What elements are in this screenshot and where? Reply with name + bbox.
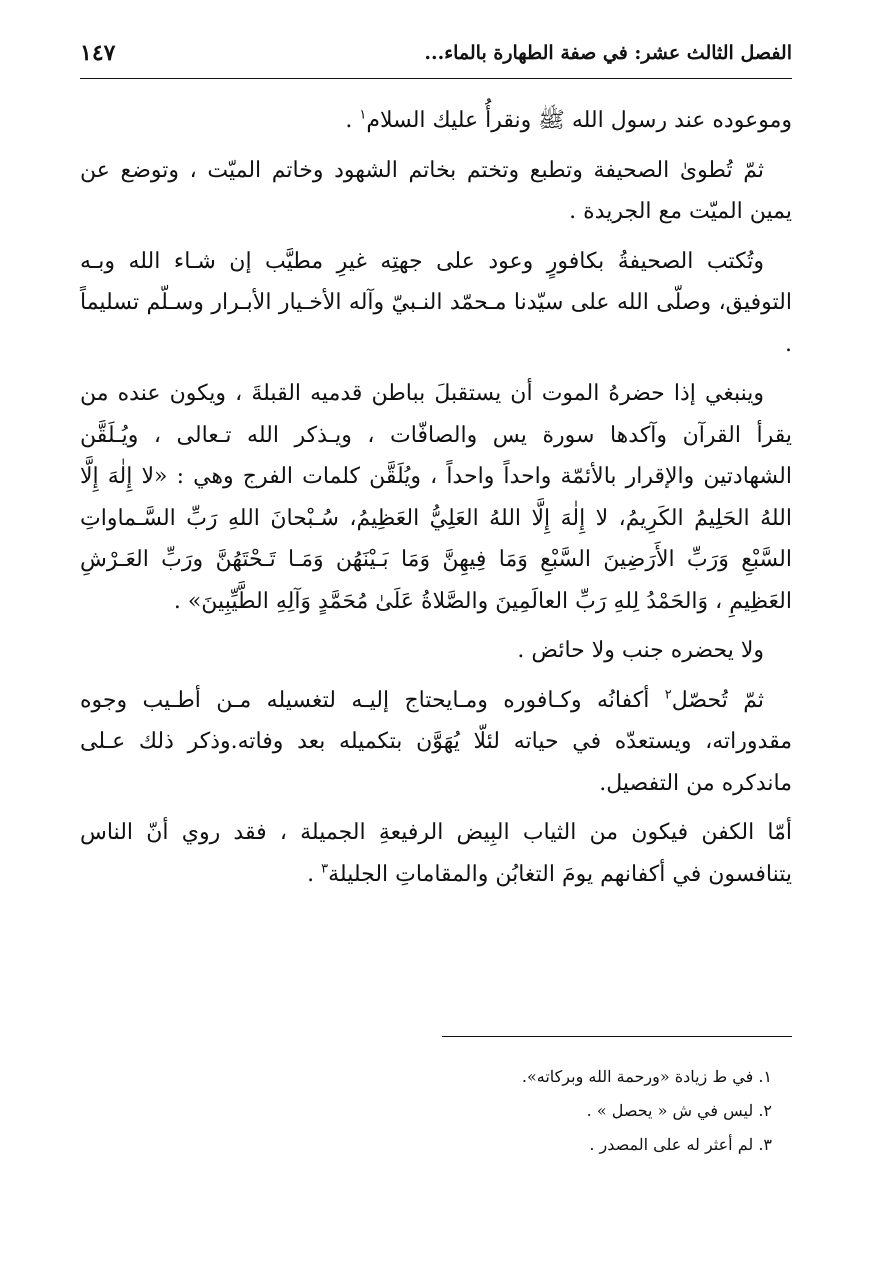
footnote-marker: ١ [359, 107, 367, 123]
footnote: ١. في ط زيادة «ورحمة الله وبركاته». [521, 1067, 772, 1086]
footnote: ٣. لم أعثر له على المصدر . [589, 1135, 772, 1154]
paragraph: ثمّ تُحصّل$^٢$ أكفانُه وكـافوره ومـايحتاج إليـه لتغسيله مـن أطـيب وجوه مقدوراته، ويستعدّه في حياته لئلّا يُهَوَّن بتكميله بعد وفاته.وذكر ذلك عـلى ماندكره من التفصيل. [80, 687, 792, 796]
footnote: ٢. ليس في ش « يحصل » . [586, 1101, 772, 1120]
footnote-marker: ٢ [664, 687, 672, 703]
page-number: ١٤٧ [80, 40, 116, 66]
footnotes [80, 1060, 792, 1162]
footnote-separator [442, 1036, 792, 1037]
running-title: الفصل الثالث عشر: في صفة الطهارة بالماء... [424, 42, 792, 64]
paragraph: ثمّ تُطوىٰ الصحيفة وتطبع وتختم بخاتم الشهود وخاتم الميّت ، وتوضع عن يمين الميّت مع الجريدة . [80, 157, 792, 224]
paragraph: ولا يحضره جنب ولا حائض . [517, 638, 764, 663]
paragraph: أمّا الكفن فيكون من الثياب البِيض الرفيعةِ الجميلة ، فقد روي أنّ الناس يتنافسون في أكفانهم يومَ التغابُن والمقاماتِ الجليلة$^٣$ . [80, 820, 792, 887]
paragraph: وتُكتب الصحيفةُ بكافورٍ وعود على جهتِه غيرِ مطيَّب إن شـاء الله وبـه التوفيق، وصلّى الله على سيّدنا مـحمّد النـبيّ وآله الأخـيار الأبـرار وسـلّم تسليماً . [80, 248, 792, 357]
header-rule [80, 78, 792, 79]
main-text [80, 100, 792, 903]
paragraph: وينبغي إذا حضرهُ الموت أن يستقبلَ بباطن قدميه القبلةَ ، ويكون عنده من يقرأ القرآن وآكدها سورة يس والصافّات ، ويـذكر الله تـعالى ، ويُـلَقَّن الشهادتين والإقرار بالأئمّة واحداً واحداً ، ويُلَقَّن كلمات الفرج وهي : «لا إِلٰهَ إِلَّا اللهُ الحَلِيمُ الكَرِيمُ، لا إِلٰهَ إِلَّا اللهُ العَلِيُّ العَظِيمُ، سُـبْحانَ اللهِ رَبِّ السَّـماواتِ السَّبْعِ وَرَبِّ الأَرَضِينَ السَّبْعِ وَمَا فِيهِنَّ وَمَا بَـيْنَهُن وَمَـا تَـحْتَهُنَّ ورَبِّ العَـرْشِ العَظِيمِ ، وَالحَمْدُ لِلهِ رَبِّ العالَمِينَ والصَّلاةُ عَلَىٰ مُحَمَّدٍ وَآلِهِ الطَّيِّبِينَ» . [80, 381, 792, 614]
page-header [80, 40, 792, 76]
footnote-marker: ٣ [321, 861, 329, 877]
paragraph: وموعوده عند رسول الله ﷺ ونقرأُ عليك السلام$^١$ . [345, 107, 792, 133]
